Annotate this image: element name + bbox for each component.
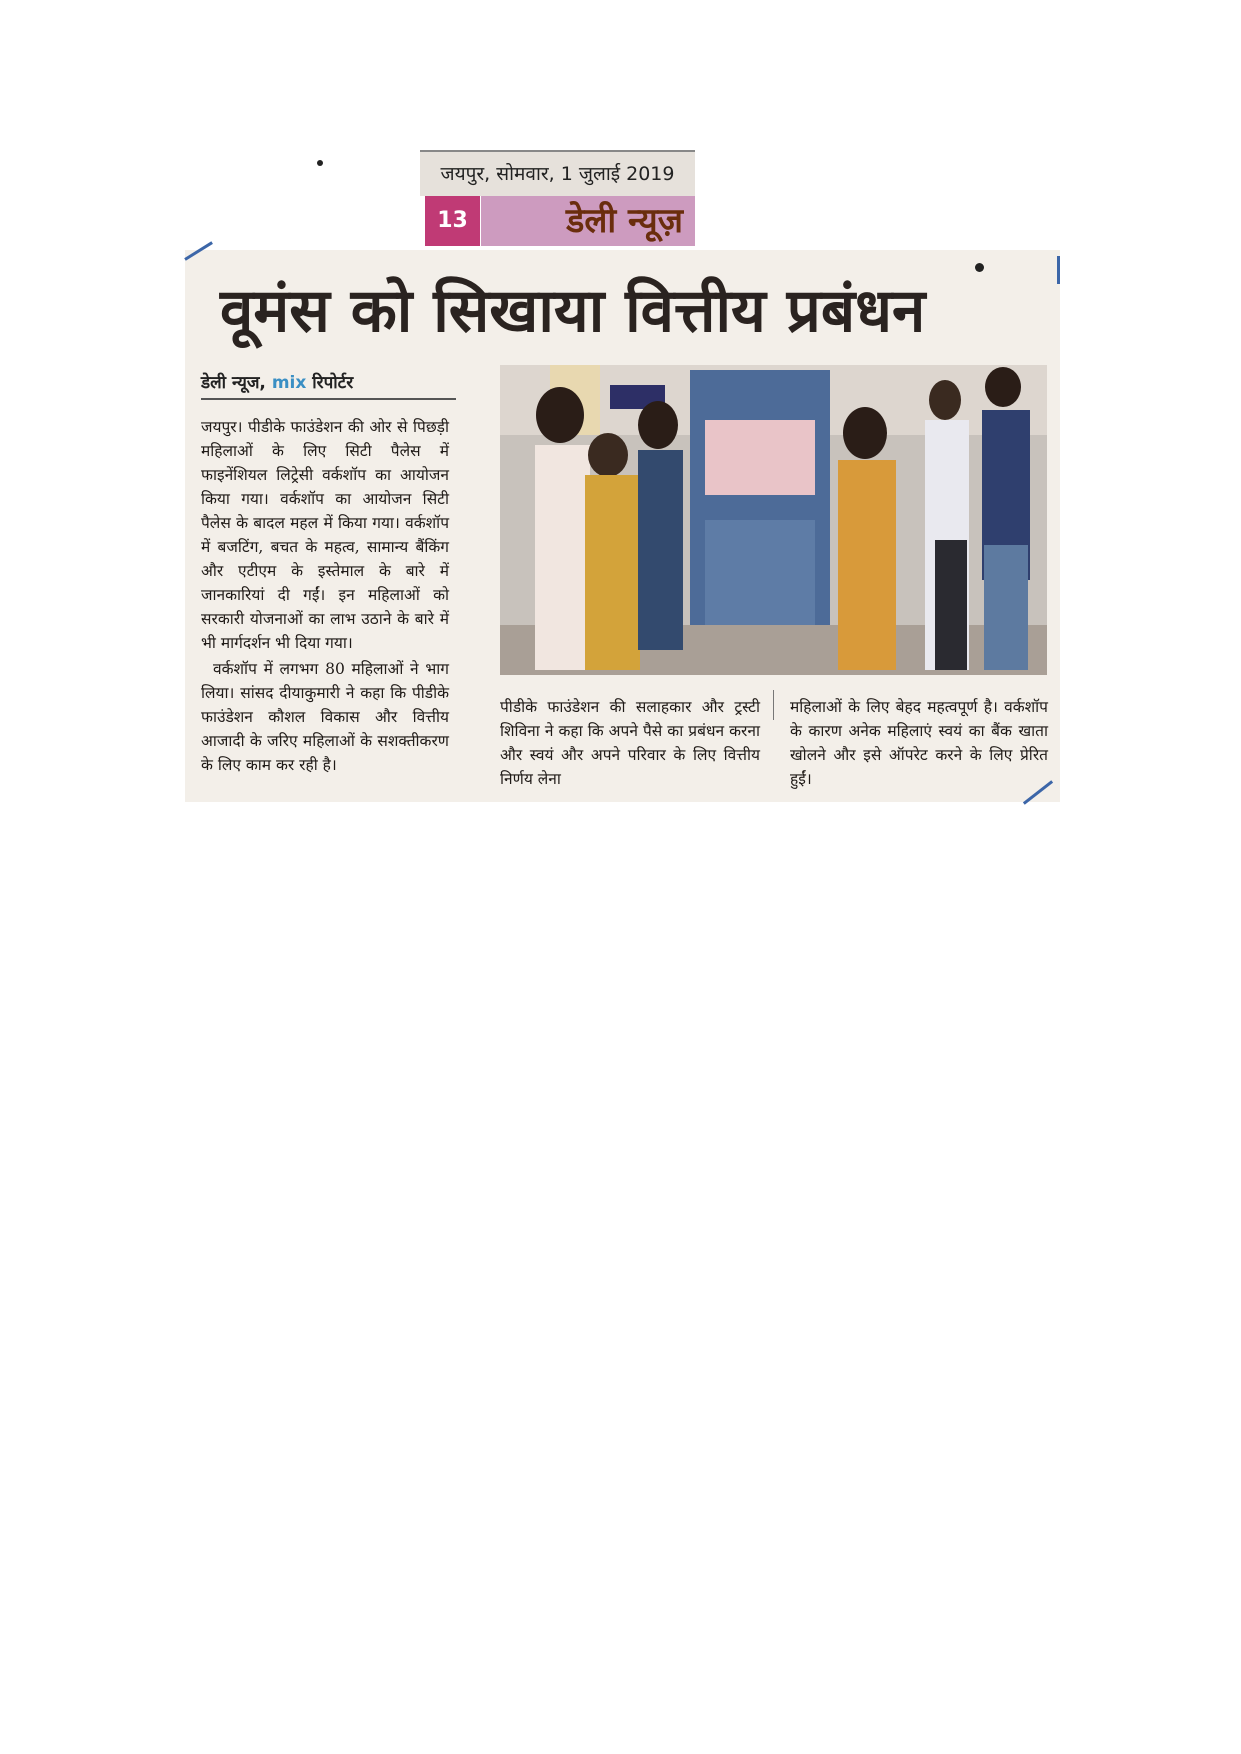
paragraph: जयपुर। पीडीके फाउंडेशन की ओर से पिछड़ी महिलाओं के लिए सिटी पैलेस में फाइनेंशियल लिट्रेसी वर्कशॉप का आयोजन किया गया। वर्कशॉप का आयोजन सिटी पैलेस के बादल महल में किया गया। वर्कशॉप में बजटिंग, बचत के महत्व, सामान्य बैंकिंग और एटीएम के इस्तेमाल के बारे में जानकारियां दी गईं। इन महिलाओं को सरकारी योजनाओं का लाभ उठाने के बारे में भी मार्गदर्शन भी दिया गया। (201, 418, 449, 652)
article-photo (500, 365, 1047, 675)
date-line: जयपुर, सोमवार, 1 जुलाई 2019 (420, 150, 695, 196)
ink-dot (317, 160, 323, 166)
headline: वूमंस को सिखाया वित्तीय प्रबंधन (220, 276, 926, 346)
byline-prefix: डेली न्यूज, (201, 373, 266, 393)
column-divider (773, 690, 774, 720)
article-column-2: पीडीके फाउंडेशन की सलाहकार और ट्रस्टी शिविना ने कहा कि अपने पैसे का प्रबंधन करना और स्वयं और अपने परिवार के लिए वित्तीय निर्णय लेना (500, 698, 760, 788)
article-column-1 (201, 415, 449, 779)
article-column-3: महिलाओं के लिए बेहद महत्वपूर्ण है। वर्कशॉप के कारण अनेक महिलाएं स्वयं का बैंक खाता खोलने और इसे ऑपरेट करने के लिए प्रेरित हुईं। (790, 698, 1048, 788)
masthead (185, 150, 1060, 250)
ink-dot (975, 263, 984, 272)
byline (201, 368, 456, 400)
newspaper-clipping (185, 150, 1060, 802)
group-photo-illustration (500, 365, 1047, 675)
crop-mark (1057, 256, 1060, 284)
byline-mix: mix (271, 373, 307, 393)
paragraph: वर्कशॉप में लगभग 80 महिलाओं ने भाग लिया। सांसद दीयाकुमारी ने कहा कि पीडीके फाउंडेशन कौशल विकास और वित्तीय आजादी के जरिए महिलाओं के सशक्तीकरण के लिए काम कर रही है। (201, 660, 449, 774)
masthead-band (481, 196, 695, 246)
page-number: 13 (425, 196, 480, 246)
paper-name: डेली न्यूज़ (566, 201, 683, 241)
byline-suffix: रिपोर्टर (312, 373, 354, 393)
